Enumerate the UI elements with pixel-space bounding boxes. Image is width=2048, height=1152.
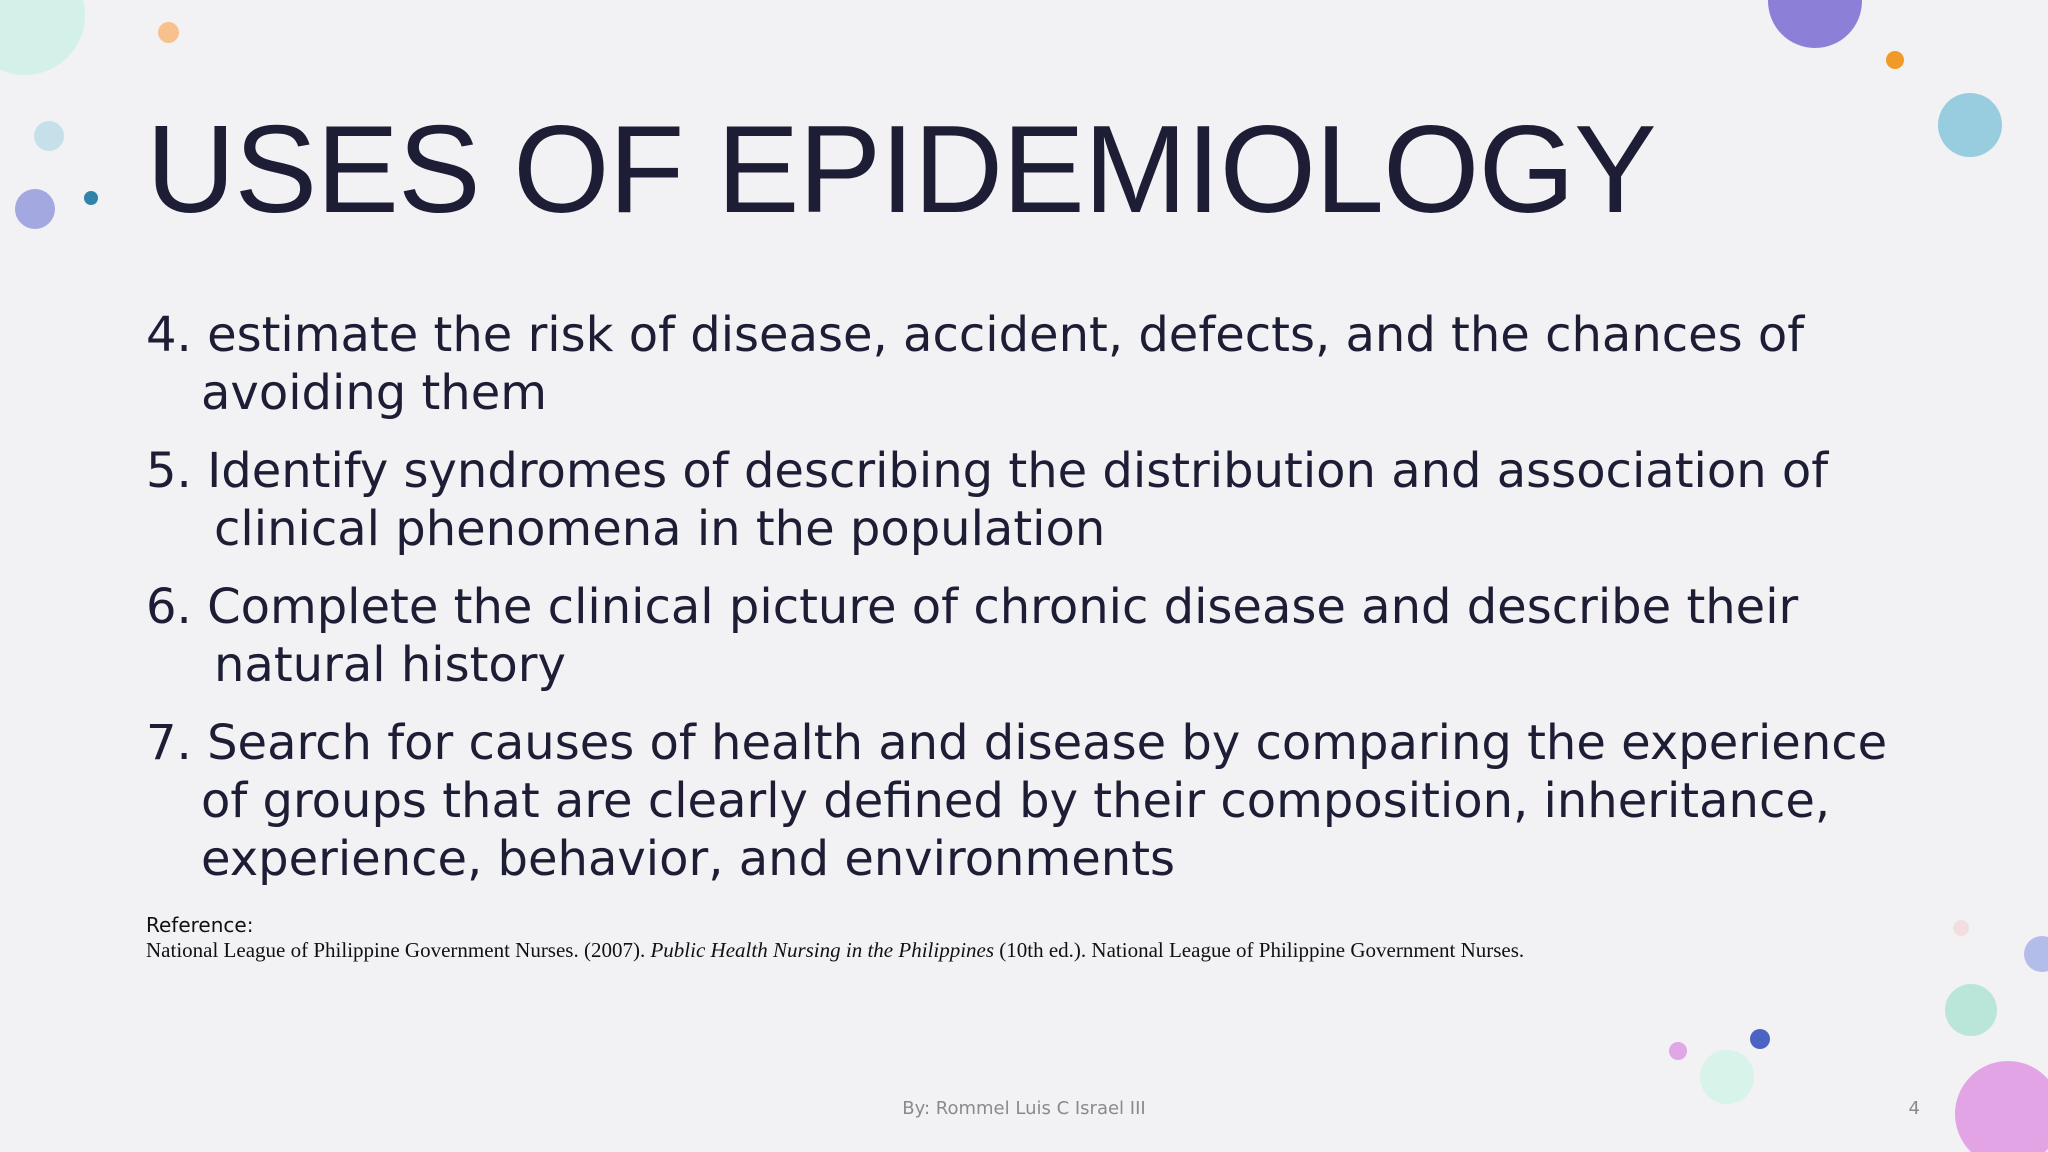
reference-label: Reference:	[146, 913, 254, 937]
list-item	[146, 578, 1946, 694]
item-text-line: Search for causes of health and disease by comparing the experience	[207, 715, 1888, 771]
decor-circle	[84, 191, 98, 205]
item-text-line: natural history	[214, 637, 566, 693]
decor-circle	[1768, 0, 1862, 48]
uses-list	[146, 306, 1946, 908]
reference	[146, 912, 1524, 962]
decor-circle	[34, 121, 64, 151]
slide-title: USES OF EPIDEMIOLOGY	[146, 101, 1656, 239]
item-number: 4.	[146, 307, 192, 363]
decor-circle	[158, 22, 179, 43]
reference-author: National League of Philippine Government Nurses. (2007).	[146, 938, 651, 962]
item-text-line: clinical phenomena in the population	[214, 501, 1106, 557]
decor-circle	[15, 189, 55, 229]
list-item	[146, 442, 1946, 558]
item-number: 7.	[146, 715, 192, 771]
decor-circle	[0, 0, 85, 75]
item-text-line: Identify syndromes of describing the distribution and association of	[207, 443, 1829, 499]
footer-author: By: Rommel Luis C Israel III	[902, 1098, 1146, 1119]
item-number: 5.	[146, 443, 192, 499]
item-text-line: experience, behavior, and environments	[201, 831, 1176, 887]
reference-details: (10th ed.). National League of Philippine Government Nurses.	[994, 938, 1525, 962]
list-item	[146, 714, 1946, 888]
item-text-line: of groups that are clearly defined by their composition, inheritance,	[201, 773, 1831, 829]
reference-citation	[146, 938, 1524, 962]
decor-circle	[1700, 1050, 1754, 1104]
reference-book-title: Public Health Nursing in the Philippines	[650, 938, 995, 962]
list-item	[146, 306, 1946, 422]
decor-circle	[1750, 1029, 1770, 1049]
decor-circle	[1945, 984, 1997, 1036]
item-text-line: estimate the risk of disease, accident, defects, and the chances of	[207, 307, 1805, 363]
decor-circle	[2024, 936, 2048, 972]
page-number: 4	[1908, 1098, 1920, 1119]
decor-circle	[1953, 920, 1969, 936]
decor-circle	[1938, 93, 2002, 157]
decor-circle	[1886, 51, 1904, 69]
item-number: 6.	[146, 579, 192, 635]
item-text-line: avoiding them	[201, 365, 548, 421]
decor-circle	[1669, 1042, 1687, 1060]
item-text-line: Complete the clinical picture of chronic disease and describe their	[207, 579, 1799, 635]
